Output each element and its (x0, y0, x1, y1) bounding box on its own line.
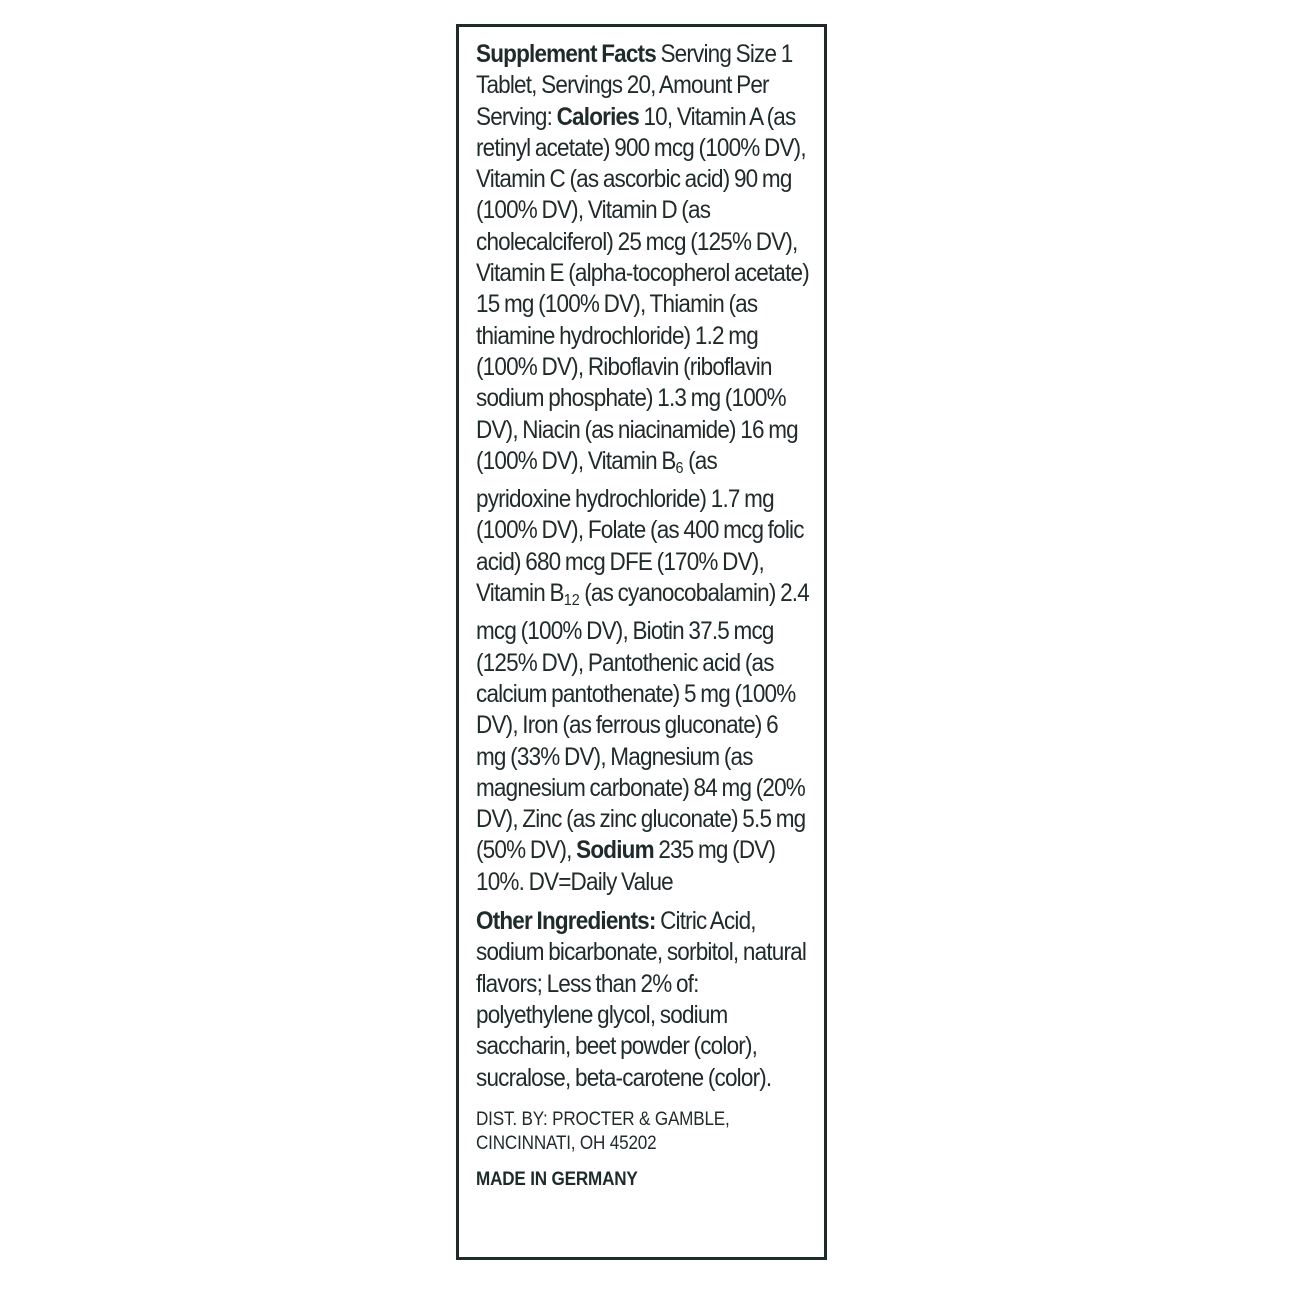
supplement-facts-heading: Supplement Facts (476, 40, 656, 68)
label-text (476, 39, 811, 1192)
calories-label: Calories (556, 102, 639, 131)
distributor-line-2: CINCINNATI, OH 45202 (476, 1132, 657, 1154)
sodium-value: 235 mg (DV) 10%. DV=Daily Value (476, 836, 776, 896)
other-ingredients-paragraph (476, 906, 811, 1094)
b6-subscript: 6 (675, 459, 684, 477)
other-ingredients-label: Other Ingredients: (476, 907, 656, 936)
other-ingredients-text: Citric Acid, sodium bicarbonate, sorbitol, natural flavors; Less than 2% of: polyethylene glycol, sodium saccharin, beet powder (color), sucralose, beta-carotene (color). (476, 907, 807, 1092)
b12-subscript: 12 (563, 592, 580, 610)
distributor-block (476, 1108, 811, 1156)
supplement-facts-paragraph (476, 39, 811, 898)
nutrient-list-part-3: (as cyanocobalamin) 2.4 mcg (100% DV), Biotin 37.5 mcg (125% DV), Pantothenic acid (as calcium pantothenate) 5 mg (100% DV), Iron (as ferrous gluconate) 6 mg (33% DV), Magnesium (as magnesium carbonate) 84 mg (20% DV), Zinc (as zinc gluconate) 5.5 mg (50% DV), (476, 579, 809, 865)
distributor-line-1: DIST. BY: PROCTER & GAMBLE, (476, 1108, 730, 1130)
nutrient-list-part-1: 10, Vitamin A (as retinyl acetate) 900 mcg (100% DV), Vitamin C (as ascorbic acid) 90 mg (100% DV), Vitamin D (as cholecalciferol) 25 mcg (125% DV), Vitamin E (alpha-tocopherol acetate) 15 mg (100% DV), Thiamin (as thiamine hydrochloride) 1.2 mg (100% DV), Riboflavin (riboflavin sodium phosphate) 1.3 mg (100% DV), Niacin (as niacinamide) 16 mg (100% DV), Vitamin B (476, 102, 809, 475)
sodium-label: Sodium (576, 836, 654, 865)
nutrient-list-part-2: (as pyridoxine hydrochloride) 1.7 mg (100% DV), Folate (as 400 mcg folic acid) 680 mcg DFE (170% DV), Vitamin B (476, 446, 804, 608)
serving-info: Serving Size 1 Tablet, Servings 20, Amount Per Serving: (476, 40, 793, 131)
supplement-facts-panel (456, 24, 827, 1260)
country-of-origin: MADE IN GERMANY (476, 1168, 638, 1190)
